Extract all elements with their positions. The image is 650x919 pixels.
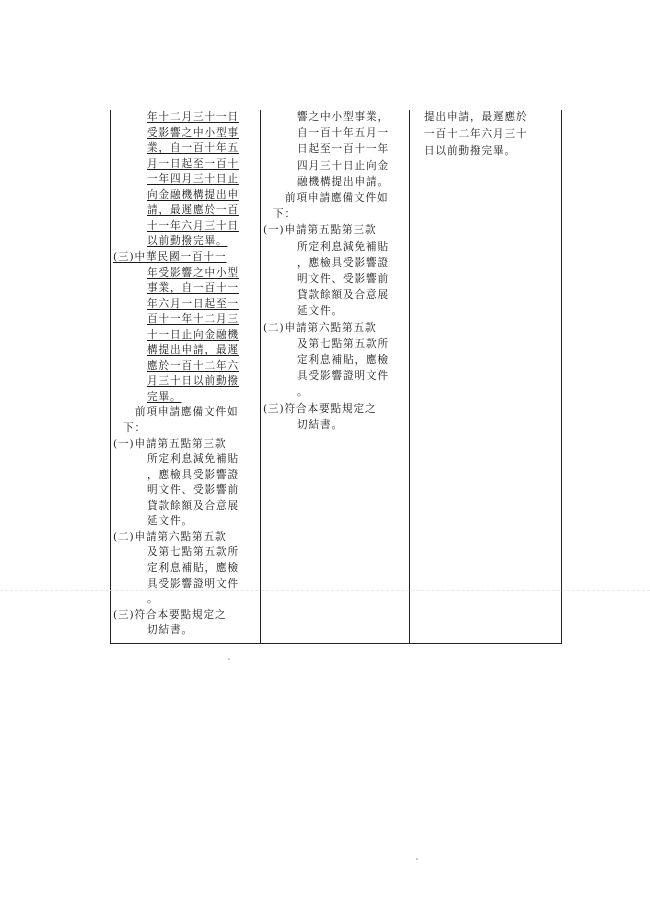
- text-line: 請，最遲應於一百: [147, 204, 239, 217]
- comparison-table: [110, 110, 562, 644]
- text-line: 事業，自一百十一: [147, 282, 239, 295]
- text-line: (一)申請第五點第三款: [263, 224, 377, 237]
- scan-speck: [228, 658, 230, 660]
- text-line: (三)符合本要點規定之: [113, 608, 227, 621]
- text-line: 完畢。: [147, 390, 182, 403]
- text-line: 四月三十日止向金: [297, 159, 389, 172]
- text-line: 自一百十年五月一: [297, 127, 389, 140]
- text-line: 融機構提出申請。: [297, 175, 389, 188]
- text-line: 一百十二年六月三十: [424, 128, 528, 140]
- text-line: 切結書。: [297, 418, 343, 431]
- text-line: 年六月一日起至一: [147, 297, 239, 310]
- text-line: 及第七點第五款所: [297, 337, 389, 350]
- text-line: 年受影響之中小型: [147, 266, 239, 279]
- text-line: 。: [297, 386, 309, 399]
- text-line: ，應檢具受影響證: [147, 468, 239, 481]
- text-line: ，應檢具受影響證: [297, 256, 389, 269]
- text-line: 貸款餘額及合意展: [297, 289, 389, 302]
- text-line: 貸款餘額及合意展: [147, 499, 239, 512]
- text-line: 十一年六月三十日: [147, 219, 239, 232]
- text-line: 日以前動撥完畢。: [424, 145, 516, 157]
- table-column-current: [261, 110, 410, 643]
- text-line: (一)申請第五點第三款: [113, 437, 227, 450]
- text-line: 應於一百十二年六: [147, 359, 239, 372]
- text-line: 構提出申請，最遲: [147, 344, 239, 357]
- text-line: 具受影響證明文件: [147, 577, 239, 590]
- text-line: 所定利息減免補貼: [147, 453, 239, 466]
- text-line: 下：: [273, 208, 296, 221]
- text-line: (二)申請第六點第五款: [113, 530, 227, 543]
- text-line: 月一日起至一百十: [147, 157, 239, 170]
- table-column-amended: [111, 110, 261, 643]
- text-line: 切結書。: [147, 624, 193, 637]
- table-column-explanation: [410, 110, 561, 643]
- text-line: 提出申請，最遲應於: [424, 111, 528, 123]
- text-line: 明文件、受影響前: [297, 273, 389, 285]
- text-line: 及第七點第五款所: [147, 546, 239, 559]
- text-line: 。: [147, 593, 159, 606]
- text-line: 明文件、受影響前: [147, 484, 239, 497]
- text-line: 月三十日以前動撥: [147, 375, 239, 388]
- text-line: 一年四月三十日止: [147, 173, 239, 186]
- scan-fold-line: [0, 590, 650, 591]
- text-line: 響之中小型事業，: [297, 111, 389, 123]
- text-line: 日起至一百十一年: [297, 143, 389, 156]
- text-line: 前項申請應備文件如: [135, 406, 239, 419]
- text-line: 定利息補貼，應檢: [297, 354, 389, 366]
- text-line: 年十二月三十一日: [147, 111, 239, 123]
- text-line: (二)申請第六點第五款: [263, 321, 377, 334]
- text-line: 前項申請應備文件如: [285, 192, 389, 204]
- text-line: 以前動撥完畢。: [147, 235, 228, 248]
- text-line: 十一日止向金融機: [147, 328, 239, 341]
- scan-speck: [416, 858, 418, 860]
- text-line: 業，自一百十年五: [147, 142, 239, 155]
- text-line: 受影響之中小型事: [147, 126, 239, 139]
- text-line: 具受影響證明文件: [297, 370, 389, 383]
- text-line: 所定利息減免補貼: [297, 240, 389, 253]
- text-line: (三)符合本要點規定之: [263, 402, 377, 415]
- text-line: 百十一年十二月三: [147, 313, 239, 326]
- text-line: (三)中華民國一百十一: [113, 250, 227, 263]
- text-line: 定利息補貼，應檢: [147, 561, 239, 574]
- text-line: 向金融機構提出申: [147, 188, 239, 201]
- text-line: 延文件。: [297, 305, 343, 318]
- text-line: 下：: [123, 422, 146, 434]
- text-line: 延文件。: [147, 515, 193, 528]
